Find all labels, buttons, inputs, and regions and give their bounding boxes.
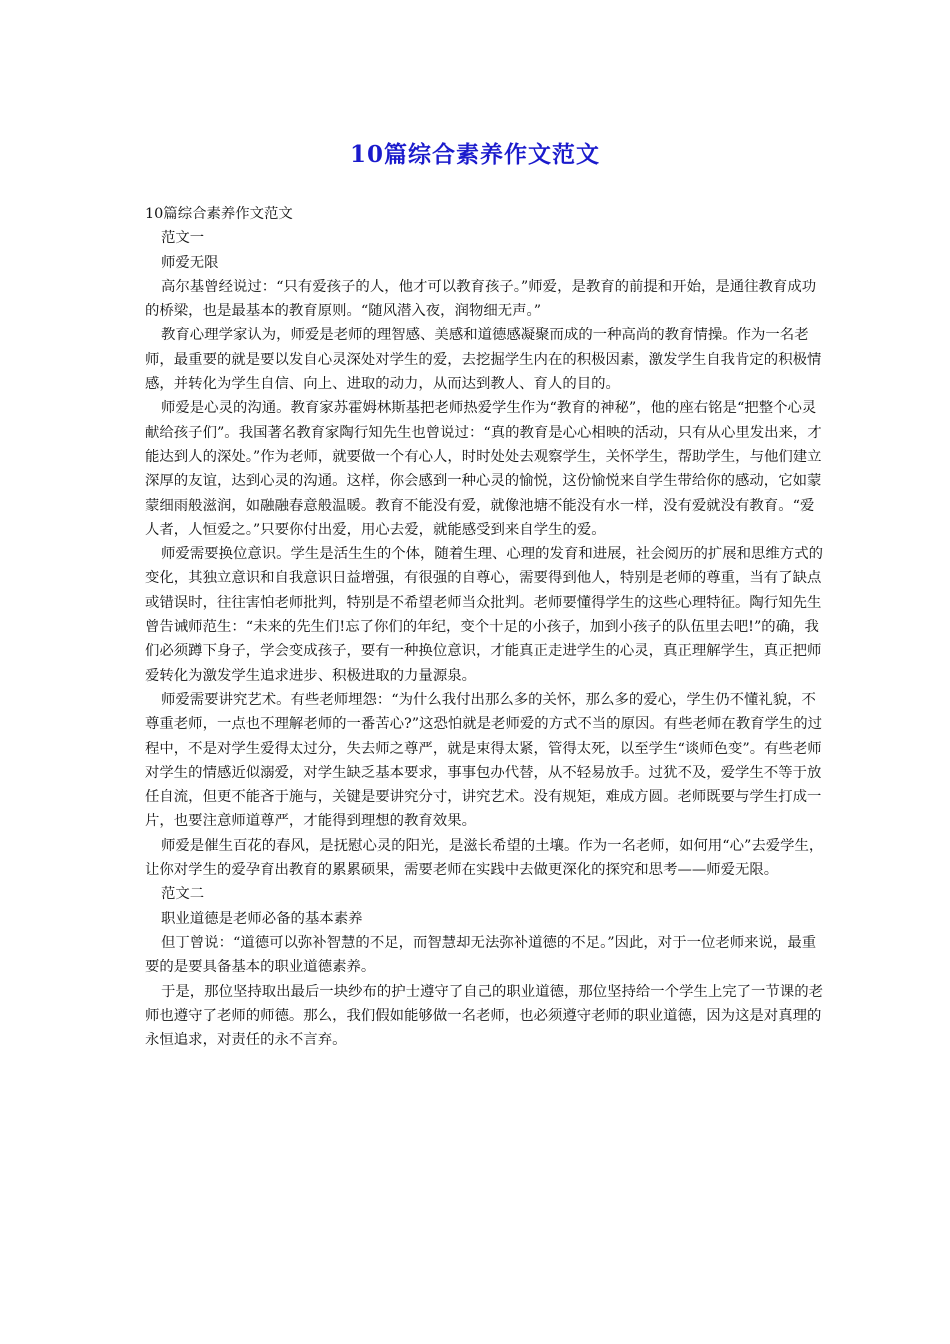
body-heading: 10篇综合素养作文范文 [145, 206, 293, 222]
section-label-2: 范文二 [161, 886, 205, 903]
paragraph: 师爱是心灵的沟通。教育家苏霍姆林斯基把老师热爱学生作为“教育的神秘”，他的座右铭是“把整个心灵献给孩子们”。我国著名教育家陶行知先生也曾说过：“真的教育是心心相映的活动，只有从心里发出来，才能达到人的深处。”作为老师，就要做一个有心人，时时处处去观察学生，关怀学生，帮助学生，与他们建立深厚的友谊，达到心灵的沟通。这样，你会感到一种心灵的愉悦，这份愉悦来自学生带给你的感动，它如蒙蒙细雨般滋润，如融融春意般温暖。教育不能没有爱，就像池塘不能没有水一样，没有爱就没有教育。“爱人者，人恒爱之。”只要你付出爱，用心去爱，就能感受到来自学生的爱。 [145, 400, 822, 538]
paragraph: 教育心理学家认为，师爱是老师的理智感、美感和道德感凝聚而成的一种高尚的教育情操。作为一名老师，最重要的就是要以发自心灵深处对学生的爱，去挖掘学生内在的积极因素，激发学生自我肯定的积极情感，并转化为学生自信、向上、进取的动力，从而达到教人、育人的目的。 [145, 327, 822, 393]
paragraph: 于是，那位坚持取出最后一块纱布的护士遵守了自己的职业道德，那位坚持给一个学生上完了一节课的老师也遵守了老师的师德。那么，我们假如能够做一名老师，也必须遵守老师的职业道德，因为这是对真理的永恒追求，对责任的永不言弃。 [145, 983, 823, 1049]
section-label-1: 范文一 [161, 230, 205, 247]
paragraph: 师爱需要换位意识。学生是活生生的个体，随着生理、心理的发育和进展，社会阅历的扩展和思维方式的变化，其独立意识和自我意识日益增强，有很强的自尊心，需要得到他人，特别是老师的尊重，当有了缺点或错误时，往往害怕老师批判，特别是不希望老师当众批判。老师要懂得学生的这些心理特征。陶行知先生曾告诫师范生：“未来的先生们!忘了你们的年纪，变个十足的小孩子，加到小孩子的队伍里去吧!”的确，我们必须蹲下身子，学会变成孩子，要有一种换位意识，才能真正走进学生的心灵，真正理解学生，真正把师爱转化为激发学生追求进步、积极进取的力量源泉。 [145, 546, 823, 684]
document-body [145, 202, 825, 1052]
paragraph: 但丁曾说：“道德可以弥补智慧的不足，而智慧却无法弥补道德的不足。”因此，对于一位老师来说，最重要的是要具备基本的职业道德素养。 [145, 934, 817, 976]
paragraph: 师爱是催生百花的春风，是抚慰心灵的阳光，是滋长希望的土壤。作为一名老师，如何用“心”去爱学生，让你对学生的爱孕育出教育的累累硕果，需要老师在实践中去做更深化的探究和思考——师爱无限。 [145, 837, 824, 879]
essay-title-2: 职业道德是老师必备的基本素养 [161, 910, 363, 927]
paragraph: 师爱需要讲究艺术。有些老师埋怨：“为什么我付出那么多的关怀，那么多的爱心，学生仍不懂礼貌，不尊重老师，一点也不理解老师的一番苦心?”这恐怕就是老师爱的方式不当的原因。有些老师在教育学生的过程中，不是对学生爱得太过分，失去师之尊严，就是束得太紧，管得太死，以至学生“谈师色变”。有些老师对学生的情感近似溺爱，对学生缺乏基本要求，事事包办代替，从不轻易放手。过犹不及，爱学生不等于放任自流，但更不能吝于施与，关键是要讲究分寸，讲究艺术。没有规矩，难成方圆。老师既要与学生打成一片，也要注意师道尊严，才能得到理想的教育效果。 [145, 691, 823, 830]
paragraph: 高尔基曾经说过：“只有爱孩子的人，他才可以教育孩子。”师爱，是教育的前提和开始，是通往教育成功的桥梁，也是最基本的教育原则。“随风潜入夜，润物细无声。” [145, 278, 817, 320]
document-title: 10篇综合素养作文范文 [349, 141, 600, 168]
essay-title-1: 师爱无限 [161, 254, 219, 271]
